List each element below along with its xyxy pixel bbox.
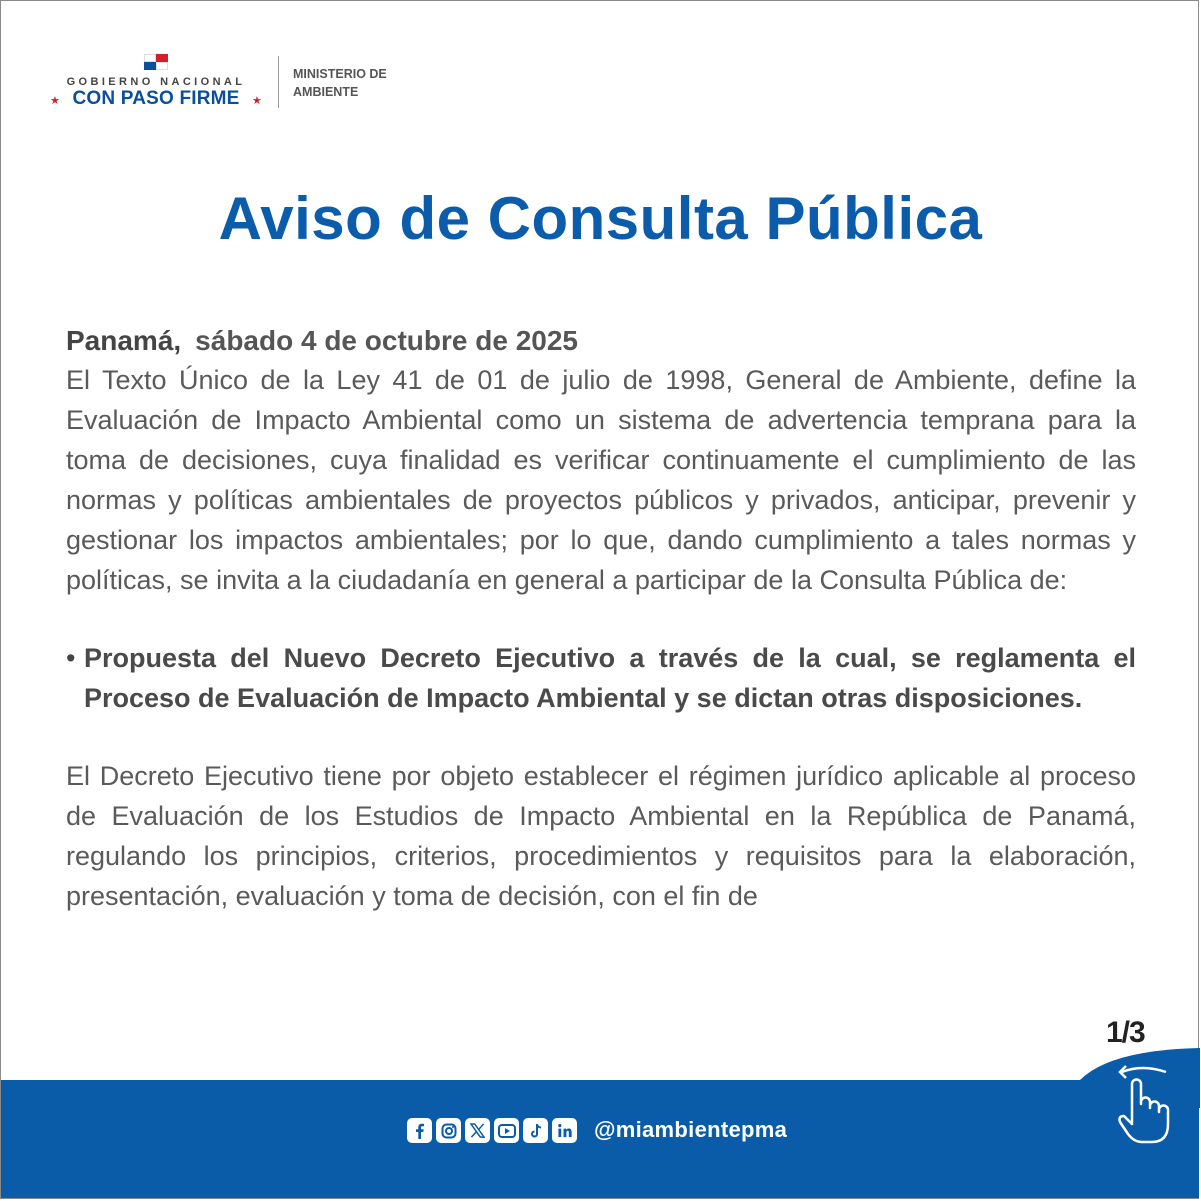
- gov-line-2: CON PASO FIRME: [72, 88, 240, 109]
- star-left-icon: ★: [50, 95, 60, 107]
- page-title: Aviso de Consulta Pública: [218, 185, 983, 252]
- facebook-icon[interactable]: [407, 1118, 432, 1143]
- instagram-icon[interactable]: [436, 1118, 461, 1143]
- page-indicator: 1/3: [1106, 1016, 1145, 1049]
- logo-divider: [278, 56, 279, 108]
- social-icons: [407, 1118, 577, 1144]
- notice-body: [66, 322, 1136, 916]
- government-logo: [48, 54, 408, 114]
- bullet-text: Propuesta del Nuevo Decreto Ejecutivo a través de la cual, se reglamenta el Proceso de Evaluación de Impacto Ambiental y se dictan otras disposiciones.: [84, 643, 1136, 713]
- x-icon[interactable]: [465, 1118, 490, 1143]
- bullet-item: [66, 638, 1136, 718]
- dateline-place: Panamá,: [66, 325, 182, 356]
- star-right-icon: ★: [252, 95, 262, 107]
- gov-line-1: GOBIERNO NACIONAL: [66, 76, 246, 88]
- intro-paragraph: El Texto Único de la Ley 41 de 01 de julio de 1998, General de Ambiente, define la Evaluación de Impacto Ambiental como un sistema de advertencia temprana para la toma de decisiones, cuya finalidad es verificar continuamente el cumplimiento de las normas y políticas ambientales de proyectos públicos y privados, anticipar, prevenir y gestionar los impactos ambientales; por lo que, dando cumplimiento a tales normas y políticas, se invita a la ciudadanía en general a participar de la Consulta Pública de:: [66, 365, 1136, 595]
- linkedin-icon[interactable]: [552, 1118, 577, 1143]
- panama-flag-icon: [144, 54, 168, 70]
- second-paragraph: El Decreto Ejecutivo tiene por objeto establecer el régimen jurídico aplicable al proceso de Evaluación de los Estudios de Impacto Ambiental en la República de Panamá, regulando los principios, criterios, procedimientos y requisitos para la elaboración, presentación, evaluación y toma de decisión, con el fin de: [66, 761, 1136, 911]
- ministry-name: [293, 65, 433, 101]
- bullet-dot-icon: •: [66, 643, 76, 673]
- social-handle: @miambientepma: [594, 1117, 788, 1142]
- swipe-hand-icon: [1108, 1060, 1176, 1148]
- dateline: [66, 322, 1136, 360]
- ministry-line-2: AMBIENTE: [293, 85, 359, 99]
- youtube-icon[interactable]: [494, 1118, 519, 1143]
- ministry-line-1: MINISTERIO DE: [293, 67, 387, 81]
- tiktok-icon[interactable]: [523, 1118, 548, 1143]
- dateline-date: sábado 4 de octubre de 2025: [195, 325, 578, 356]
